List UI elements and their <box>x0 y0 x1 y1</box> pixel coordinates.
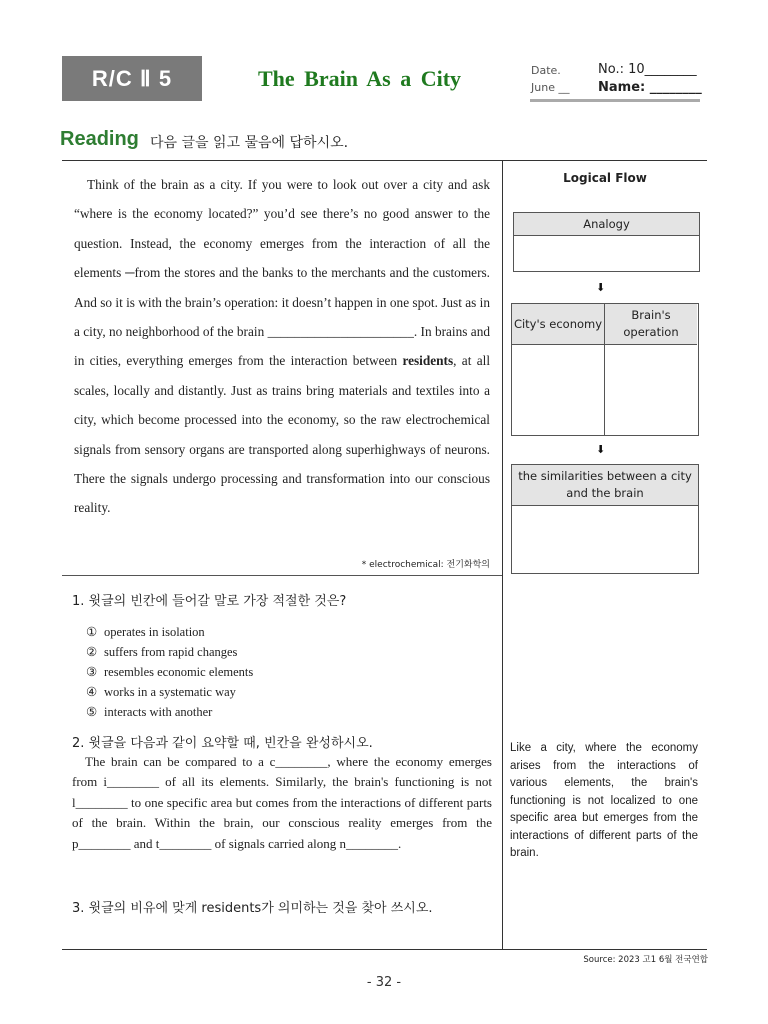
section-heading: Reading <box>60 128 139 150</box>
passage-text-after: , at all scales, locally and distantly. Just as trains bring materials and textiles into a city, which become processed into the economy, so the raw electrochemical signals from sensory organs are transported along superhighways of neurons. There the signals undergo processing and transformation into our conscious reality. <box>74 353 491 516</box>
column-divider <box>502 160 503 950</box>
source-note: Source: 2023 고1 6월 전국연합 <box>583 955 708 965</box>
option-2[interactable] <box>86 642 253 662</box>
passage-bold-word: residents <box>402 353 454 369</box>
question-1: 1. 윗글의 빈칸에 들어갈 말로 가장 적절한 것은? <box>72 594 347 609</box>
option-text: interacts with another <box>104 705 213 719</box>
brain-operation-column <box>605 304 697 435</box>
passage-divider <box>62 575 502 576</box>
analogy-heading: Analogy <box>514 213 699 236</box>
option-text: works in a systematic way <box>104 685 236 699</box>
question-2-summary <box>72 752 492 854</box>
option-5[interactable] <box>86 702 253 722</box>
option-number: ③ <box>86 665 98 679</box>
date-label: Date. <box>531 64 561 77</box>
option-1[interactable] <box>86 622 253 642</box>
question-2: 2. 윗글을 다음과 같이 요약할 때, 빈칸을 완성하시오. <box>72 736 373 751</box>
passage-text: Think of the brain as a city. If you were to look out over a city and ask “where is the economy located?” you’d see there’s no good answer to the question. Instead, the economy emerges from the interaction of all the elements ─from the stores and the banks to the merchants and the customers. And so it is with the brain’s operation: it doesn’t happen in one spot. Just as in a city, no neighborhood of the brain ______________________. In brains and in cities, everything emerges from the interaction between <box>74 177 490 369</box>
option-text: resembles economic elements <box>104 665 254 679</box>
bottom-divider <box>62 949 707 950</box>
similarities-box <box>511 464 699 574</box>
reading-passage <box>74 170 490 523</box>
name-field-label: Name: ________ <box>598 80 702 95</box>
option-text: suffers from rapid changes <box>104 645 238 659</box>
unit-code-badge: R/C Ⅱ 5 <box>62 56 202 101</box>
page-number: - 32 - <box>366 975 402 990</box>
summary-text: The brain can be compared to a c________, where the economy emerges from i________ of all its elements. Similarly, the brain's functioning is not l________ to one specific area but comes from the interactions of different parts of the brain. Within the brain, our conscious reality emerges from the p________ and t________ of signals carried along n________. <box>72 754 492 851</box>
top-divider <box>62 160 707 161</box>
option-number: ④ <box>86 685 98 699</box>
similarities-heading: the similarities between a city and the brain <box>512 465 698 506</box>
question-3: 3. 윗글의 비유에 맞게 residents가 의미하는 것을 찾아 쓰시오. <box>72 901 433 916</box>
option-number: ① <box>86 625 98 639</box>
option-text: operates in isolation <box>104 625 205 639</box>
logical-flow-title: Logical Flow <box>563 171 647 185</box>
month-label: June __ <box>531 81 570 94</box>
arrow-down-icon: ⬇ <box>596 281 606 294</box>
question-1-options <box>86 622 253 722</box>
option-3[interactable] <box>86 662 253 682</box>
option-number: ⑤ <box>86 705 98 719</box>
analogy-box <box>513 212 700 272</box>
city-economy-column <box>512 304 605 435</box>
footnote: * electrochemical: 전기화학의 <box>361 560 490 570</box>
side-answer-text: Like a city, where the economy arises from the interactions of various elements, the brain's functioning is not localized to one specific area but emerges from the interactions of different parts of the brain. <box>510 742 698 859</box>
number-field-label: No.: 10________ <box>598 62 697 77</box>
comparison-box <box>511 303 699 436</box>
header-divider <box>530 99 700 102</box>
section-instruction: 다음 글을 읽고 물음에 답하시오. <box>150 135 349 151</box>
arrow-down-icon: ⬇ <box>596 443 606 456</box>
brain-operation-heading: Brain's operation <box>605 304 697 345</box>
option-number: ② <box>86 645 98 659</box>
option-4[interactable] <box>86 682 253 702</box>
city-economy-heading: City's economy <box>512 304 604 345</box>
page-title: The Brain As a City <box>258 66 462 91</box>
